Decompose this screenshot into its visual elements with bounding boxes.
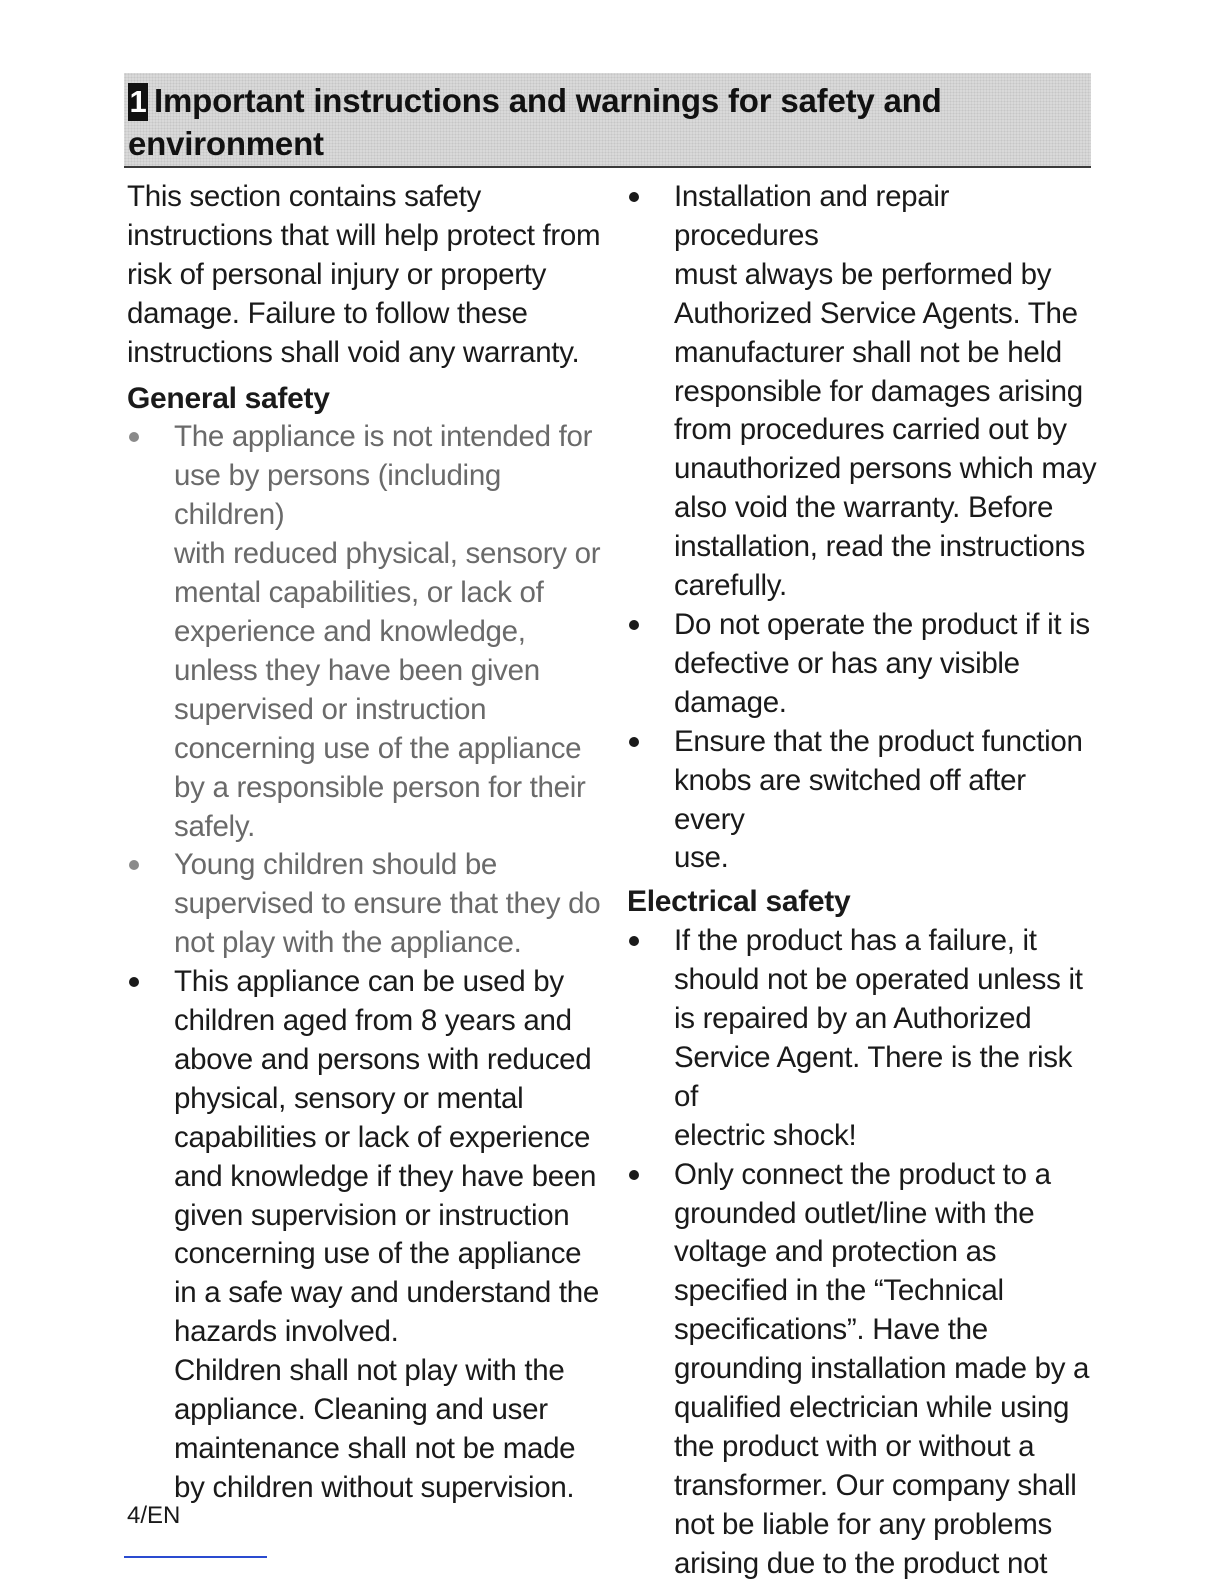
section-title-text: Important instructions and warnings for safety and (154, 82, 942, 119)
bullet-icon (129, 432, 139, 442)
footer-divider (124, 1556, 267, 1558)
bullet-icon (129, 977, 139, 987)
bullet-icon (629, 620, 639, 630)
list-item: The appliance is not intended for use by persons (including children) with reduced physical, sensory or mental capabilities, or lack of experience and knowledge, unless they have been given supervised or instruction concerning use of the appliance by a responsible person for their safely. (127, 418, 607, 846)
list-item: Ensure that the product function knobs are switched off after every use. (627, 723, 1097, 879)
intro-line: damage. Failure to follow these (127, 296, 528, 330)
electrical-safety-list (627, 922, 1097, 1583)
bullet-icon (629, 1170, 639, 1180)
list-item: Only connect the product to a grounded outlet/line with the voltage and protection as specified in the “Technical specifications”. Have the grounding installation made by a qualified electrician while using the product with or without a transformer. Our company shall not be liable for any problems arising due to the product not (627, 1156, 1097, 1584)
bullet-icon (629, 936, 639, 946)
bullet-icon (629, 192, 639, 202)
intro-line: This section contains safety (127, 180, 481, 213)
list-item: This appliance can be used by children aged from 8 years and above and persons with reduced physical, sensory or mental capabilities or lack of experience and knowledge if they have been given supervision or instruction concerning use of the appliance in a safe way and understand the hazards involved. Children shall not play with the appliance. Cleaning and user maintenance shall not be made by children without supervision. (127, 963, 607, 1508)
intro-line: instructions that will help protect from (127, 218, 601, 252)
list-item: Do not operate the product if it is defective or has any visible damage. (627, 606, 1097, 723)
electrical-safety-heading: Electrical safety (627, 885, 851, 919)
list-item: Young children should be supervised to ensure that they do not play with the appliance. (127, 846, 607, 963)
right-column (627, 178, 1097, 1584)
general-safety-list-continued (627, 178, 1097, 878)
section-title-line-2: environment (128, 125, 324, 162)
intro-line: risk of personal injury or property (127, 257, 547, 291)
page-number: 4/EN (127, 1502, 181, 1529)
intro-line: instructions shall void any warranty. (127, 335, 580, 369)
list-item: If the product has a failure, it should not be operated unless it is repaired by an Authorized Service Agent. There is the risk of electric shock! (627, 922, 1097, 1155)
left-column (127, 178, 607, 1508)
section-number-badge: 1 (129, 84, 147, 119)
section-title-line-1 (128, 82, 942, 121)
general-safety-heading: General safety (127, 381, 330, 415)
list-item: Installation and repair procedures must always be performed by Authorized Service Agents. The manufacturer shall not be held responsible for damages arising from procedures carried out by unauthorized persons which may also void the warranty. Before installation, read the instructions carefully. (627, 178, 1097, 606)
section-header (124, 73, 1091, 168)
bullet-icon (629, 737, 639, 747)
intro-paragraph (127, 178, 607, 373)
general-safety-list (127, 418, 607, 1507)
bullet-icon (129, 860, 139, 870)
